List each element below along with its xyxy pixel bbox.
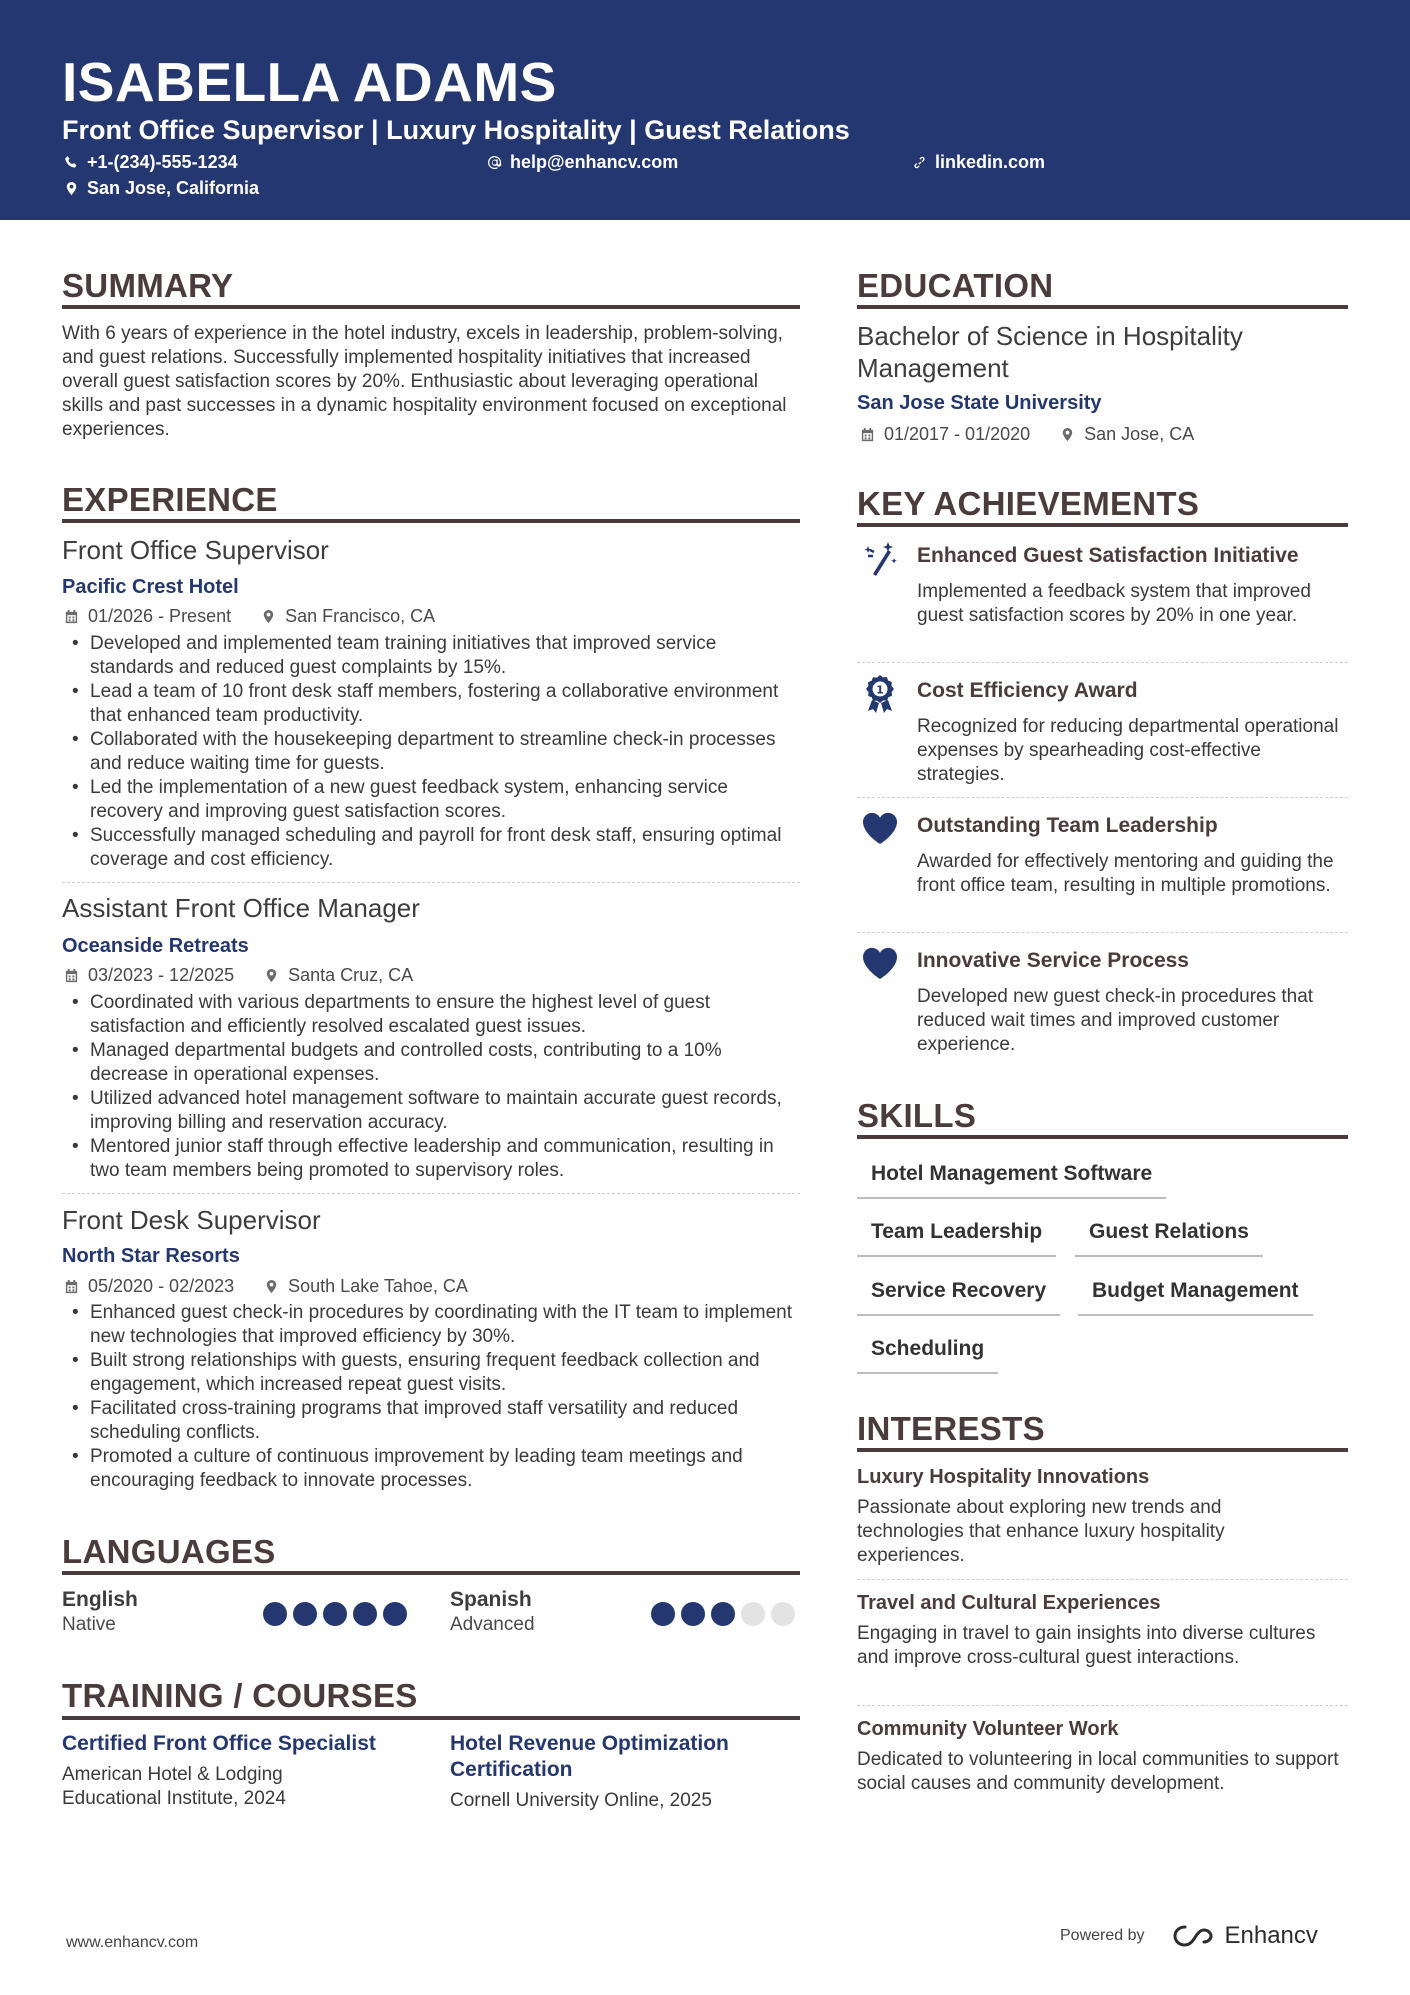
bullet-item: • Led the implementation of a new guest feedback system, enhancing service recovery and improving guest satisfaction scores. [62,776,802,824]
at-sign-icon [487,155,502,170]
map-pin-icon [1060,427,1075,442]
resume-header [0,0,1410,220]
rating-dot-filled [353,1602,377,1626]
award-ribbon-icon [860,673,900,713]
email-text: help@enhancv.com [510,152,679,172]
bullet-item: • Lead a team of 10 front desk staff members, fostering a collaborative environment that enhanced team productivity. [62,680,802,728]
language-name: English [62,1588,138,1611]
job-divider [62,882,800,883]
language-name: Spanish [450,1588,532,1611]
achievement-divider [857,932,1348,933]
achievement-text: Implemented a feedback system that improved guest satisfaction scores by 20% in one year. [917,581,1311,626]
candidate-name: ISABELLA ADAMS [62,51,557,113]
achievements-rule [857,523,1348,527]
job-company: Oceanside Retreats [62,935,249,957]
training-title: TRAINING / COURSES [62,1677,418,1714]
bullet-item: • Developed and implemented team training initiatives that improved service standards and reduced guest complaints by 15%. [62,632,802,680]
job-location: Santa Cruz, CA [288,965,414,985]
skill-tag: Guest Relations [1075,1219,1263,1257]
job-role: Front Office Supervisor [62,535,329,565]
calendar-icon [860,427,875,442]
contact-phone[interactable] [64,151,238,173]
magic-wand-icon [860,538,900,578]
map-pin-icon [64,181,79,196]
skills-rule [857,1135,1348,1139]
training-rule [62,1716,800,1720]
education-dates: 01/2017 - 01/2020 [884,424,1031,444]
achievement-divider [857,797,1348,798]
calendar-icon [64,1279,79,1294]
rating-dot-empty [741,1602,765,1626]
skill-tag: Team Leadership [857,1219,1056,1257]
linkedin-text: linkedin.com [935,152,1046,172]
link-icon [912,155,927,170]
powered-by-label: Powered by [1060,1927,1145,1944]
rating-dot-empty [771,1602,795,1626]
job-company: North Star Resorts [62,1245,240,1267]
skills-title: SKILLS [857,1097,977,1134]
interests-title: INTERESTS [857,1410,1045,1447]
job-dates: 03/2023 - 12/2025 [88,965,235,985]
job-company: Pacific Crest Hotel [62,576,239,598]
brand-name: Enhancv [1224,1922,1318,1949]
education-title: EDUCATION [857,267,1054,304]
enhancv-logo-icon [1171,1923,1217,1949]
interest-text: Engaging in travel to gain insights into diverse cultures and improve cross-cultural guest interactions. [857,1623,1316,1668]
achievement-title: Cost Efficiency Award [917,679,1138,702]
rating-dot-filled [293,1602,317,1626]
interest-divider [857,1705,1348,1706]
job-meta [64,1275,468,1297]
job-bullets [62,632,802,872]
job-bullets [62,991,802,1183]
language-level: Advanced [450,1614,535,1635]
job-location: San Francisco, CA [285,606,436,626]
calendar-icon [64,609,79,624]
education-meta [860,423,1194,445]
interest-title: Luxury Hospitality Innovations [857,1466,1150,1488]
languages-rule [62,1571,800,1575]
footer-website[interactable]: www.enhancv.com [66,1934,199,1951]
language-rating [263,1602,407,1626]
skill-tag: Hotel Management Software [857,1161,1166,1199]
contact-location [64,177,259,199]
achievement-title: Innovative Service Process [917,949,1189,972]
contact-linkedin[interactable] [912,151,1045,173]
course-provider: American Hotel & Lodging Educational Institute, 2024 [62,1764,286,1809]
rating-dot-filled [681,1602,705,1626]
skill-tag: Scheduling [857,1336,998,1374]
language-rating [651,1602,795,1626]
rating-dot-filled [323,1602,347,1626]
languages-title: LANGUAGES [62,1533,276,1570]
summary-rule [62,305,800,309]
interest-text: Dedicated to volunteering in local communities to support social causes and community development. [857,1749,1339,1794]
achievement-divider [857,662,1348,663]
job-location: South Lake Tahoe, CA [288,1276,468,1296]
course-provider: Cornell University Online, 2025 [450,1790,712,1811]
education-location: San Jose, CA [1084,424,1195,444]
language-level: Native [62,1614,116,1635]
enhancv-logo[interactable] [1171,1922,1318,1950]
summary-title: SUMMARY [62,267,234,304]
achievement-text: Recognized for reducing departmental operational expenses by spearheading cost-effective strategies. [917,716,1339,785]
job-dates: 01/2026 - Present [88,606,232,626]
bullet-item: • Successfully managed scheduling and payroll for front desk staff, ensuring optimal coverage and cost efficiency. [62,824,802,872]
interest-divider [857,1579,1348,1580]
interests-rule [857,1448,1348,1452]
map-pin-icon [261,609,276,624]
job-dates: 05/2020 - 02/2023 [88,1276,235,1296]
achievement-text: Awarded for effectively mentoring and guiding the front office team, resulting in multiple promotions. [917,851,1334,896]
footer-branding [1060,1922,1318,1950]
bullet-item: • Utilized advanced hotel management software to maintain accurate guest records, improving billing and reservation accuracy. [62,1087,802,1135]
rating-dot-filled [383,1602,407,1626]
calendar-icon [64,968,79,983]
bullet-item: • Managed departmental budgets and controlled costs, contributing to a 10% decrease in operational expenses. [62,1039,802,1087]
bullet-item: • Collaborated with the housekeeping department to streamline check-in processes and reduce waiting time for guests. [62,728,802,776]
course-title: Hotel Revenue Optimization Certification [450,1732,729,1781]
heart-icon [860,943,900,983]
achievement-title: Outstanding Team Leadership [917,814,1218,837]
skill-tag: Budget Management [1078,1278,1313,1316]
rating-dot-filled [711,1602,735,1626]
candidate-headline: Front Office Supervisor | Luxury Hospitality | Guest Relations [62,115,850,145]
bullet-item: • Facilitated cross-training programs that improved staff versatility and reduced scheduling conflicts. [62,1397,802,1445]
phone-icon [64,155,79,170]
course-title: Certified Front Office Specialist [62,1732,376,1755]
bullet-item: • Built strong relationships with guests, ensuring frequent feedback collection and engagement, which increased repeat guest visits. [62,1349,802,1397]
map-pin-icon [264,1279,279,1294]
bullet-item: • Mentored junior staff through effective leadership and communication, resulting in two team members being promoted to supervisory roles. [62,1135,802,1183]
interest-title: Community Volunteer Work [857,1718,1119,1740]
bullet-item: • Coordinated with various departments to ensure the highest level of guest satisfaction and efficiently resolved escalated guest issues. [62,991,802,1039]
job-role: Assistant Front Office Manager [62,893,420,923]
experience-title: EXPERIENCE [62,481,278,518]
interest-title: Travel and Cultural Experiences [857,1592,1161,1614]
job-bullets [62,1301,802,1493]
map-pin-icon [264,968,279,983]
education-school: San Jose State University [857,392,1102,414]
rating-dot-filled [651,1602,675,1626]
achievement-text: Developed new guest check-in procedures that reduced wait times and improved customer experience. [917,986,1314,1055]
rating-dot-filled [263,1602,287,1626]
education-rule [857,305,1348,309]
experience-rule [62,519,800,523]
svg-text:1: 1 [876,683,884,697]
job-meta [64,605,435,627]
heart-icon [860,808,900,848]
interest-text: Passionate about exploring new trends and technologies that enhance luxury hospitality experiences. [857,1497,1225,1566]
achievement-title: Enhanced Guest Satisfaction Initiative [917,544,1299,567]
job-meta [64,964,413,986]
phone-text: +1-(234)-555-1234 [87,152,238,172]
job-divider [62,1193,800,1194]
bullet-item: • Enhanced guest check-in procedures by coordinating with the IT team to implement new technologies that improved efficiency by 30%. [62,1301,802,1349]
bullet-item: • Promoted a culture of continuous improvement by leading team meetings and encouraging feedback to innovate processes. [62,1445,802,1493]
summary-text: With 6 years of experience in the hotel industry, excels in leadership, problem-solving, and guest relations. Successfully implemented hospitality initiatives that increased overall guest satisfaction scores by 20%. Enthusiastic about leveraging operational skills and past successes in a dynamic hospitality environment focused on exceptional experiences. [62,323,787,440]
education-degree: Bachelor of Science in Hospitality Management [857,321,1243,383]
skill-tag: Service Recovery [857,1278,1060,1316]
contact-email[interactable] [487,151,678,173]
achievements-title: KEY ACHIEVEMENTS [857,485,1200,522]
job-role: Front Desk Supervisor [62,1205,321,1235]
location-text: San Jose, California [87,178,260,198]
